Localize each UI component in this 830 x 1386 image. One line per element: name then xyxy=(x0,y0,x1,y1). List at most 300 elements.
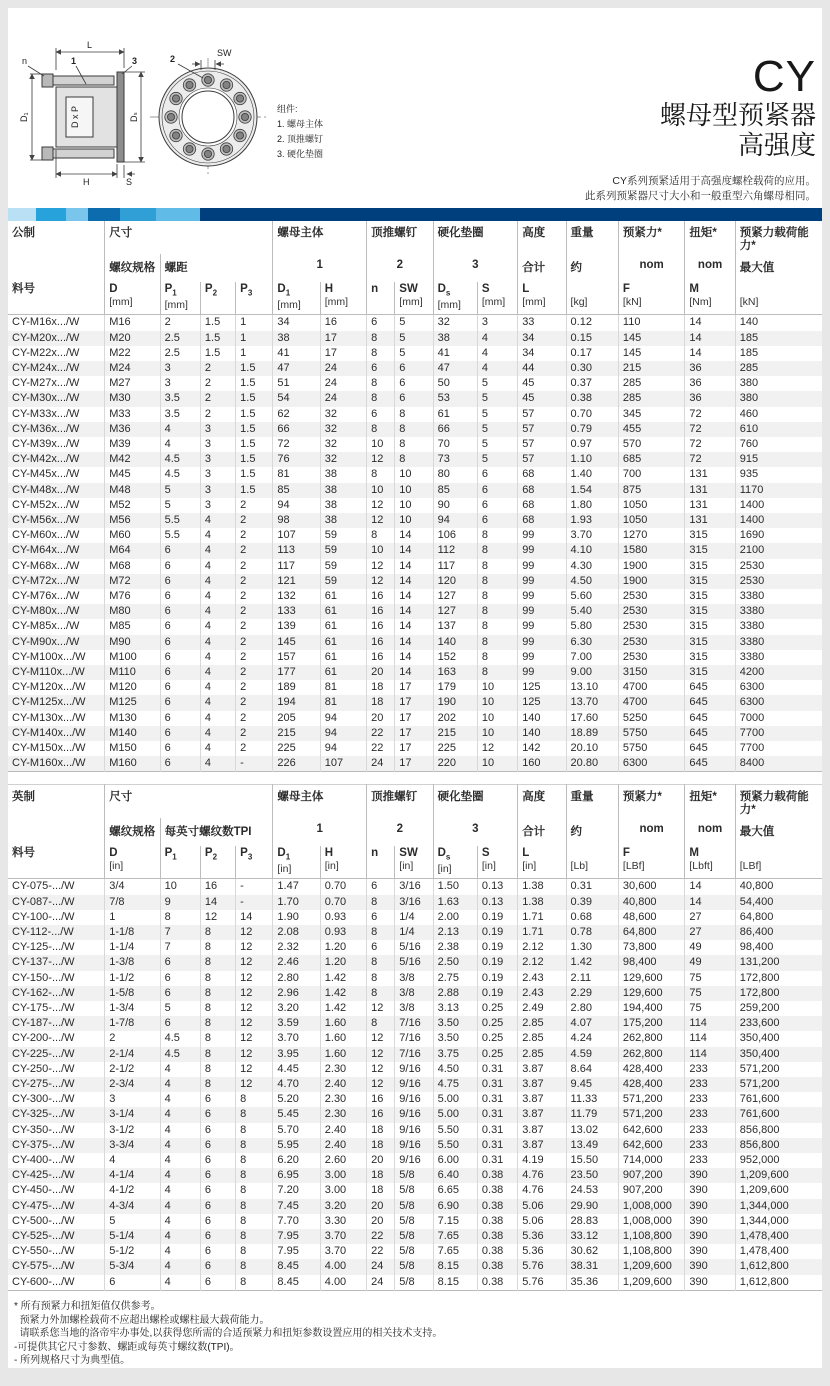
table-cell: 2.00 xyxy=(433,910,477,925)
table-cell: 4-3/4 xyxy=(105,1199,160,1214)
table-cell: 5 xyxy=(160,1001,200,1016)
table-cell: 20 xyxy=(367,1199,395,1214)
table-cell: 13.10 xyxy=(566,680,618,695)
table-cell: 114 xyxy=(685,1016,735,1031)
table-cell: 6 xyxy=(160,589,200,604)
table-cell: 1.54 xyxy=(566,483,618,498)
table-cell: 4.50 xyxy=(433,1062,477,1077)
table-cell: 8.15 xyxy=(433,1259,477,1274)
column-header: $P_2$ xyxy=(200,846,235,879)
table-cell: 5.70 xyxy=(273,1123,320,1138)
table-cell: 8400 xyxy=(735,756,822,772)
table-row xyxy=(8,559,822,574)
table-cell: 9/16 xyxy=(395,1138,433,1153)
product-description-line2: 此系列预紧器尺寸大小和一般重型六角螺母相同。 xyxy=(585,190,816,202)
table-cell: 570 xyxy=(618,437,684,452)
table-cell: 6 xyxy=(160,695,200,710)
table-cell: 3380 xyxy=(735,650,822,665)
table-cell: 0.68 xyxy=(566,910,618,925)
table-cell: 2.30 xyxy=(320,1092,366,1107)
table-cell: 14 xyxy=(395,574,433,589)
table-cell: 8.45 xyxy=(273,1275,320,1291)
table-row xyxy=(8,452,822,467)
table-cell: 28.83 xyxy=(566,1214,618,1229)
table-cell: 2 xyxy=(236,543,273,558)
table-cell: 2.85 xyxy=(518,1047,566,1062)
dim-label-DxP: D x P xyxy=(70,105,80,128)
part-label-2: 2 xyxy=(170,54,176,64)
table-cell: 2.46 xyxy=(273,955,320,970)
table-row xyxy=(8,756,822,772)
table-cell: 8 xyxy=(477,665,517,680)
table-cell: 68 xyxy=(518,513,566,528)
table-row xyxy=(8,513,822,528)
table-cell: 6 xyxy=(160,574,200,589)
table-cell: 315 xyxy=(685,619,735,634)
accent-segment xyxy=(8,208,36,221)
table-cell: 133 xyxy=(273,604,320,619)
table-cell: 18 xyxy=(367,1138,395,1153)
table-cell: 1400 xyxy=(735,498,822,513)
table-cell: 36 xyxy=(685,361,735,376)
table-cell: 875 xyxy=(618,483,684,498)
table-cell: 3-1/4 xyxy=(105,1107,160,1122)
table-cell: 6.95 xyxy=(273,1168,320,1183)
table-cell: CY-187-.../W xyxy=(12,1017,75,1030)
table-cell: 3.50 xyxy=(433,1016,477,1031)
table-cell: 9 xyxy=(160,895,200,910)
table-cell: 5750 xyxy=(618,741,684,756)
table-cell: 27 xyxy=(685,925,735,940)
table-row xyxy=(8,940,822,955)
table-cell: 45 xyxy=(518,376,566,391)
table-row xyxy=(8,665,822,680)
table-cell: 14 xyxy=(395,604,433,619)
column-subgroup-header: 每英寸螺纹数TPI xyxy=(160,818,273,846)
side-view xyxy=(28,48,145,178)
table-cell: M52 xyxy=(105,498,160,513)
table-cell: 6 xyxy=(160,543,200,558)
metric-table xyxy=(8,221,822,772)
table-cell: CY-175-.../W xyxy=(12,1001,75,1014)
table-cell: CY-100-.../W xyxy=(12,910,75,923)
table-cell: 428,400 xyxy=(618,1077,684,1092)
table-cell: CY-M56x.../W xyxy=(12,513,80,526)
table-cell: 2 xyxy=(236,680,273,695)
column-header: $D_s$ [in] xyxy=(433,846,477,879)
table-cell: 3380 xyxy=(735,589,822,604)
column-group-header: 顶推螺钉 xyxy=(367,221,433,254)
table-cell: 390 xyxy=(685,1199,735,1214)
column-group-header: 预紧力* xyxy=(618,221,684,254)
table-cell: 7/16 xyxy=(395,1047,433,1062)
table-cell: 0.38 xyxy=(477,1229,517,1244)
table-cell: 4.76 xyxy=(518,1168,566,1183)
table-cell: 8 xyxy=(236,1244,273,1259)
column-header: D [mm] xyxy=(105,282,160,315)
table-row xyxy=(8,895,822,910)
table-cell: 760 xyxy=(735,437,822,452)
table-cell: 107 xyxy=(320,756,366,772)
table-cell: CY-137-.../W xyxy=(12,956,75,969)
dim-label-Ds: Dₛ xyxy=(129,112,139,122)
table-cell: 5.76 xyxy=(518,1259,566,1274)
table-cell: 4.00 xyxy=(320,1275,366,1291)
table-cell: 12 xyxy=(236,925,273,940)
table-cell: 1-1/2 xyxy=(105,971,160,986)
table-cell: 61 xyxy=(320,635,366,650)
table-cell: 10 xyxy=(477,680,517,695)
table-cell: 6 xyxy=(200,1107,235,1122)
table-cell: 3 xyxy=(200,422,235,437)
table-cell: 9/16 xyxy=(395,1123,433,1138)
table-cell: 5/16 xyxy=(395,955,433,970)
table-cell: M68 xyxy=(105,559,160,574)
table-cell: 10 xyxy=(367,543,395,558)
table-cell: - xyxy=(236,756,273,772)
table-cell: 13.02 xyxy=(566,1123,618,1138)
table-cell: 6 xyxy=(200,1168,235,1183)
table-cell: 38.31 xyxy=(566,1259,618,1274)
table-cell: 14 xyxy=(200,895,235,910)
table-cell: 645 xyxy=(685,741,735,756)
table-cell: 1.42 xyxy=(566,955,618,970)
table-cell: 110 xyxy=(618,315,684,331)
table-cell: 16 xyxy=(367,1107,395,1122)
table-cell: 22 xyxy=(367,1244,395,1259)
table-cell: 0.17 xyxy=(566,346,618,361)
table-cell: 5.06 xyxy=(518,1214,566,1229)
table-cell: 215 xyxy=(433,726,477,741)
table-cell: 0.13 xyxy=(477,879,517,895)
table-cell: 72 xyxy=(685,407,735,422)
table-cell: 2 xyxy=(236,604,273,619)
table-cell: 380 xyxy=(735,376,822,391)
table-cell: 350,400 xyxy=(735,1047,822,1062)
table-row xyxy=(8,1016,822,1031)
table-cell: 4 xyxy=(160,1107,200,1122)
table-cell: 2 xyxy=(236,498,273,513)
table-cell: 233 xyxy=(685,1062,735,1077)
table-row xyxy=(8,391,822,406)
table-cell: 14 xyxy=(395,635,433,650)
table-cell: 11.79 xyxy=(566,1107,618,1122)
table-cell: 5.00 xyxy=(433,1107,477,1122)
table-cell: 98,400 xyxy=(618,955,684,970)
table-cell: 259,200 xyxy=(735,1001,822,1016)
column-header: L [in] xyxy=(518,846,566,879)
table-cell: 3.70 xyxy=(320,1244,366,1259)
table-cell: 9/16 xyxy=(395,1062,433,1077)
table-cell: 14 xyxy=(395,589,433,604)
table-cell: 142 xyxy=(518,741,566,756)
table-cell: 11.33 xyxy=(566,1092,618,1107)
column-subgroup-header: 1 xyxy=(273,818,367,846)
table-cell: 72 xyxy=(685,422,735,437)
table-cell: 4 xyxy=(200,680,235,695)
table-cell: 112 xyxy=(433,543,477,558)
table-cell: 16 xyxy=(367,619,395,634)
column-group-header: 预紧力载荷能力* xyxy=(735,785,822,819)
table-cell: 5/8 xyxy=(395,1259,433,1274)
table-cell: 642,600 xyxy=(618,1138,684,1153)
table-cell: 0.38 xyxy=(477,1275,517,1291)
table-cell: 9.00 xyxy=(566,665,618,680)
table-cell: 61 xyxy=(320,604,366,619)
table-cell: 45 xyxy=(518,391,566,406)
table-cell: 18 xyxy=(367,1183,395,1198)
table-cell: CY-M85x.../W xyxy=(12,620,80,633)
table-cell: 2530 xyxy=(618,589,684,604)
table-cell: 5.36 xyxy=(518,1244,566,1259)
table-cell: 6 xyxy=(477,467,517,482)
table-row xyxy=(8,1123,822,1138)
table-cell: 81 xyxy=(320,695,366,710)
table-cell: 12 xyxy=(367,1077,395,1092)
table-cell: 5/8 xyxy=(395,1214,433,1229)
table-cell: 0.38 xyxy=(477,1259,517,1274)
table-cell: 8 xyxy=(160,910,200,925)
table-cell: 6 xyxy=(367,315,395,331)
table-cell: 24.53 xyxy=(566,1183,618,1198)
table-cell: 2 xyxy=(200,361,235,376)
table-cell: 0.31 xyxy=(477,1092,517,1107)
table-cell: 5-1/2 xyxy=(105,1244,160,1259)
table-cell: 1400 xyxy=(735,513,822,528)
table-cell: 129,600 xyxy=(618,971,684,986)
table-cell: 160 xyxy=(518,756,566,772)
table-cell: 189 xyxy=(273,680,320,695)
table-cell: 12 xyxy=(200,910,235,925)
table-cell: 20 xyxy=(367,665,395,680)
table-cell: 24 xyxy=(320,391,366,406)
dim-label-H: H xyxy=(83,177,90,187)
table-cell: 5 xyxy=(477,437,517,452)
table-cell: 4-1/2 xyxy=(105,1183,160,1198)
table-cell: 4 xyxy=(160,1123,200,1138)
table-cell: 57 xyxy=(518,452,566,467)
table-row xyxy=(8,331,822,346)
table-cell: CY-M72x.../W xyxy=(12,574,80,587)
table-cell: 12 xyxy=(367,559,395,574)
table-cell: 0.15 xyxy=(566,331,618,346)
table-cell: 1-3/8 xyxy=(105,955,160,970)
table-cell: 2 xyxy=(236,574,273,589)
table-cell: 10 xyxy=(367,483,395,498)
table-cell: 645 xyxy=(685,756,735,772)
table-row xyxy=(8,498,822,513)
table-cell: CY-M33x.../W xyxy=(12,407,80,420)
table-cell: 6 xyxy=(200,1153,235,1168)
table-cell: 99 xyxy=(518,574,566,589)
table-cell: M64 xyxy=(105,543,160,558)
table-cell: 2.80 xyxy=(273,971,320,986)
table-cell: 16 xyxy=(367,1092,395,1107)
table-cell: 157 xyxy=(273,650,320,665)
table-cell: 131 xyxy=(685,467,735,482)
table-cell: 6 xyxy=(395,376,433,391)
table-cell: 5.00 xyxy=(433,1092,477,1107)
table-cell: 0.25 xyxy=(477,1016,517,1031)
table-cell: 7.20 xyxy=(273,1183,320,1198)
accent-segment xyxy=(88,208,120,221)
table-cell: 0.93 xyxy=(320,925,366,940)
table-cell: M72 xyxy=(105,574,160,589)
component-list xyxy=(277,103,323,159)
table-cell: 99 xyxy=(518,619,566,634)
table-cell: 20 xyxy=(367,1153,395,1168)
table-cell: 8 xyxy=(367,986,395,1001)
table-cell: 4.76 xyxy=(518,1183,566,1198)
table-cell: 6 xyxy=(160,711,200,726)
table-cell: 3/8 xyxy=(395,1001,433,1016)
table-cell: 4.10 xyxy=(566,543,618,558)
table-cell: 8 xyxy=(236,1138,273,1153)
table-cell: 140 xyxy=(433,635,477,650)
table-cell: 14 xyxy=(395,665,433,680)
table-cell: 3-3/4 xyxy=(105,1138,160,1153)
table-cell: 8 xyxy=(477,559,517,574)
table-cell: 24 xyxy=(367,756,395,772)
table-row xyxy=(8,1047,822,1062)
table-cell: CY-M39x.../W xyxy=(12,437,80,450)
column-header: D [in] xyxy=(105,846,160,879)
table-row xyxy=(8,1092,822,1107)
column-subgroup-header xyxy=(8,254,105,282)
table-cell: 0.70 xyxy=(320,879,366,895)
table-cell: 94 xyxy=(320,726,366,741)
component-list-title: 组件: xyxy=(277,104,298,114)
table-cell: 7/16 xyxy=(395,1016,433,1031)
table-cell: 10 xyxy=(477,695,517,710)
table-cell: 5-1/4 xyxy=(105,1229,160,1244)
table-cell: 6 xyxy=(200,1183,235,1198)
table-cell: 233 xyxy=(685,1092,735,1107)
table-cell: 2 xyxy=(105,1031,160,1046)
table-cell: M90 xyxy=(105,635,160,650)
table-cell: 4 xyxy=(477,346,517,361)
table-cell: 3.87 xyxy=(518,1062,566,1077)
table-cell: 390 xyxy=(685,1229,735,1244)
table-cell: 6 xyxy=(477,513,517,528)
table-cell: 5 xyxy=(477,422,517,437)
table-cell: 3 xyxy=(200,437,235,452)
table-cell: 571,200 xyxy=(618,1107,684,1122)
table-cell: 90 xyxy=(433,498,477,513)
table-cell: 3.20 xyxy=(273,1001,320,1016)
table-cell: 8 xyxy=(236,1168,273,1183)
table-cell: 205 xyxy=(273,711,320,726)
table-cell: 10 xyxy=(477,711,517,726)
column-group-header: 重量 xyxy=(566,785,618,819)
column-header: $D_1$ [mm] xyxy=(273,282,320,315)
table-cell: 1.60 xyxy=(320,1031,366,1046)
table-cell: 1,209,600 xyxy=(735,1183,822,1198)
table-cell: 0.38 xyxy=(477,1214,517,1229)
table-cell: 35.36 xyxy=(566,1275,618,1291)
table-cell: 0.31 xyxy=(477,1153,517,1168)
table-cell: 14 xyxy=(236,910,273,925)
table-cell: 315 xyxy=(685,559,735,574)
table-cell: 99 xyxy=(518,589,566,604)
column-subgroup-header: 最大值 xyxy=(735,254,822,282)
table-cell: 14 xyxy=(685,315,735,331)
table-cell: 1.47 xyxy=(273,879,320,895)
table-cell: 8 xyxy=(477,589,517,604)
table-cell: 6.00 xyxy=(433,1153,477,1168)
table-cell: 645 xyxy=(685,726,735,741)
table-cell: 6.90 xyxy=(433,1199,477,1214)
table-cell: 6 xyxy=(200,1214,235,1229)
table-cell: CY-225-.../W xyxy=(12,1047,75,1060)
table-cell: 4 xyxy=(160,437,200,452)
table-cell: 8 xyxy=(236,1153,273,1168)
table-cell: 66 xyxy=(433,422,477,437)
table-cell: 1,344,000 xyxy=(735,1199,822,1214)
table-cell: 3.50 xyxy=(433,1031,477,1046)
table-cell: CY-M22x.../W xyxy=(12,346,80,359)
table-cell: 10 xyxy=(395,483,433,498)
column-header: [LBf] xyxy=(735,846,822,879)
table-cell: 856,800 xyxy=(735,1138,822,1153)
table-cell: 0.31 xyxy=(477,1062,517,1077)
table-cell: 2 xyxy=(236,695,273,710)
table-cell: 2100 xyxy=(735,543,822,558)
table-row xyxy=(8,619,822,634)
table-cell: 1.40 xyxy=(566,467,618,482)
table-row xyxy=(8,986,822,1001)
table-cell: 6 xyxy=(160,986,200,1001)
table-cell: 3380 xyxy=(735,604,822,619)
table-cell: 3.00 xyxy=(320,1183,366,1198)
table-cell: 8.45 xyxy=(273,1259,320,1274)
table-cell: 1/4 xyxy=(395,910,433,925)
table-cell: 12 xyxy=(236,971,273,986)
table-row xyxy=(8,1153,822,1168)
dim-label-S: S xyxy=(126,177,133,187)
table-cell: 194,400 xyxy=(618,1001,684,1016)
table-cell: 4 xyxy=(160,1168,200,1183)
table-cell: 1.5 xyxy=(200,315,235,331)
table-cell: 1.38 xyxy=(518,895,566,910)
table-cell: 12 xyxy=(236,1062,273,1077)
table-cell: 856,800 xyxy=(735,1123,822,1138)
accent-segment xyxy=(156,208,200,221)
table-cell: 2.5 xyxy=(160,346,200,361)
table-row xyxy=(8,483,822,498)
table-row xyxy=(8,1107,822,1122)
table-cell: 4.5 xyxy=(160,452,200,467)
table-cell: CY-M20x.../W xyxy=(12,331,80,344)
table-cell: 14 xyxy=(395,650,433,665)
table-cell: 1.71 xyxy=(518,910,566,925)
table-cell: 22 xyxy=(367,1229,395,1244)
table-cell: 215 xyxy=(273,726,320,741)
table-cell: 6 xyxy=(200,1138,235,1153)
table-cell: CY-075-.../W xyxy=(12,880,75,893)
table-cell: 2530 xyxy=(618,619,684,634)
table-cell: 75 xyxy=(685,971,735,986)
table-cell: 7.00 xyxy=(566,650,618,665)
column-subgroup-header: 最大值 xyxy=(735,818,822,846)
table-cell: 8.15 xyxy=(433,1275,477,1291)
table-cell: 62 xyxy=(273,407,320,422)
table-cell: 7/8 xyxy=(105,895,160,910)
table-cell: 33.12 xyxy=(566,1229,618,1244)
table-cell: 700 xyxy=(618,467,684,482)
table-cell: 0.31 xyxy=(477,1138,517,1153)
table-cell: M76 xyxy=(105,589,160,604)
